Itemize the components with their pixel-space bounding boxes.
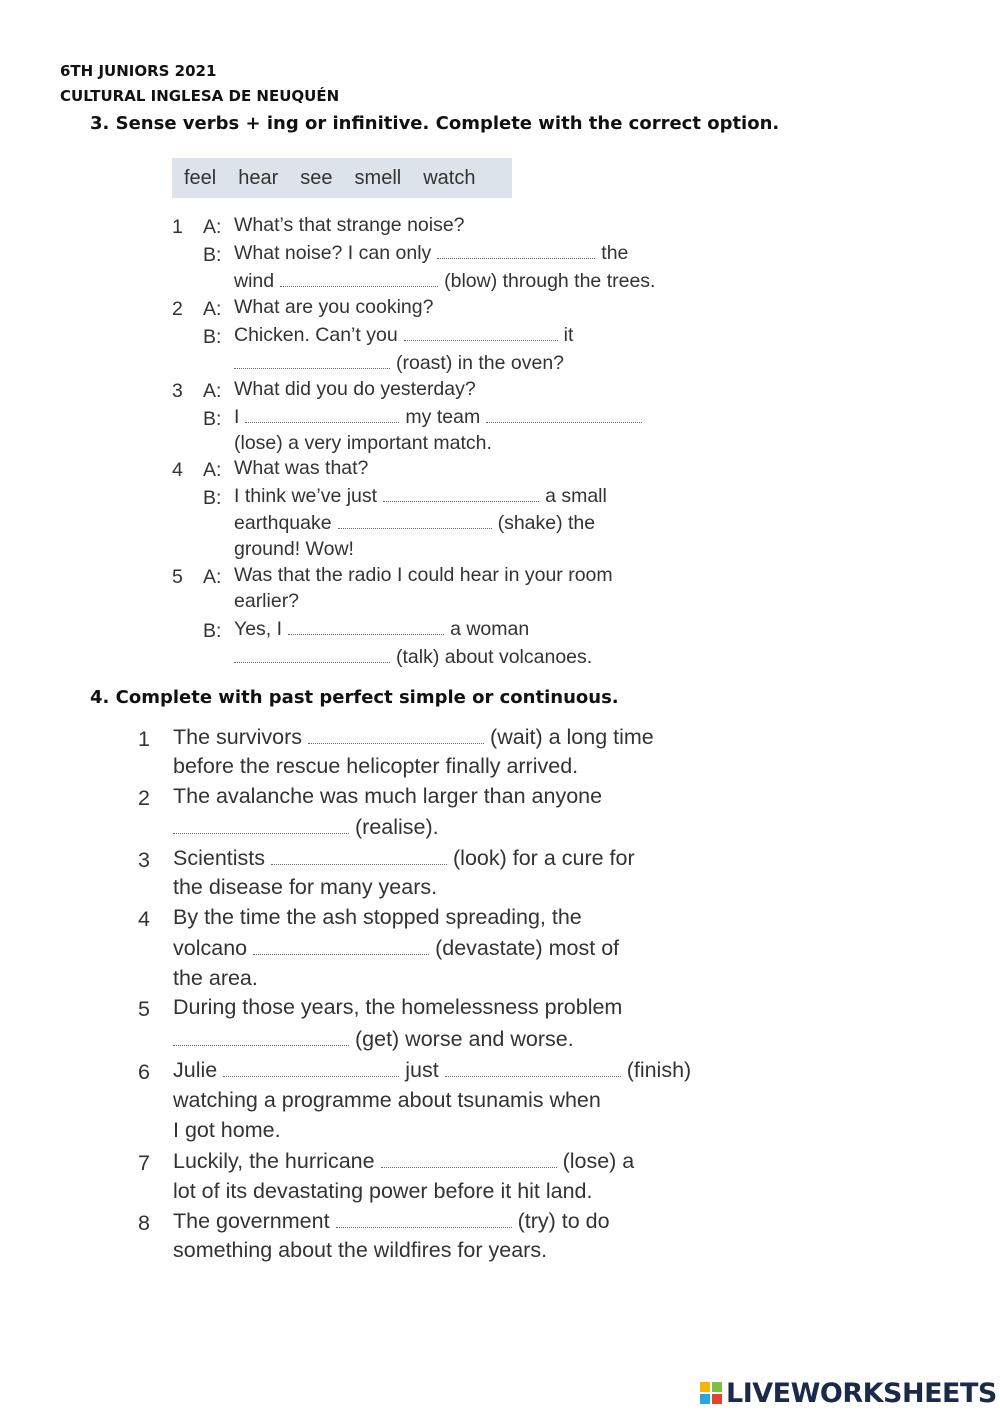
answer-blank[interactable] — [173, 1044, 349, 1046]
answer-blank[interactable] — [381, 1166, 557, 1168]
ex4-4-line3: the area. — [173, 966, 258, 990]
ex3-2-b-line1: Chicken. Can’t you it — [234, 324, 574, 346]
logo-mark-icon — [700, 1382, 722, 1404]
ex4-1-line1: The survivors (wait) a long time — [173, 725, 654, 749]
answer-blank[interactable] — [383, 500, 539, 502]
answer-blank[interactable] — [271, 863, 447, 865]
speaker-b: B: — [203, 620, 222, 642]
ex3-5-a-line2: earlier? — [234, 590, 300, 612]
ex3-3-b-line2: (lose) a very important match. — [234, 432, 492, 454]
ex3-5-a-line1: Was that the radio I could hear in your room — [234, 564, 613, 586]
answer-blank[interactable] — [437, 257, 595, 259]
liveworksheets-logo — [700, 1378, 997, 1408]
ex4-item-number: 5 — [138, 997, 150, 1021]
ex4-item-number: 7 — [138, 1151, 150, 1175]
answer-blank[interactable] — [308, 742, 484, 744]
ex3-4-b-line3: ground! Wow! — [234, 538, 354, 560]
logo-square — [712, 1394, 722, 1404]
ex4-item-number: 6 — [138, 1060, 150, 1084]
ex3-item-number: 2 — [172, 298, 183, 320]
ex3-1-a-line: What’s that strange noise? — [234, 214, 465, 236]
ex3-item-number: 3 — [172, 380, 183, 402]
ex3-5-b-line1: Yes, I a woman — [234, 618, 530, 640]
answer-blank[interactable] — [234, 661, 390, 663]
logo-square — [700, 1382, 710, 1392]
school-name: CULTURAL INGLESA DE NEUQUÉN — [60, 87, 340, 105]
exercise3-title: 3. Sense verbs + ing or infinitive. Complete with the correct option. — [90, 113, 780, 134]
answer-blank[interactable] — [280, 285, 438, 287]
ex3-2-b-line2: (roast) in the oven? — [228, 354, 564, 374]
ex3-item-number: 4 — [172, 459, 183, 481]
ex4-4-line1: By the time the ash stopped spreading, the — [173, 905, 582, 929]
ex4-5-line1: During those years, the homelessness problem — [173, 995, 623, 1019]
speaker-b: B: — [203, 408, 222, 430]
ex4-6-line3: I got home. — [173, 1118, 281, 1142]
word-hear: hear — [238, 166, 279, 189]
ex3-4-b-line1: I think we’ve just a small — [234, 485, 607, 507]
answer-blank[interactable] — [253, 953, 429, 955]
speaker-b: B: — [203, 244, 222, 266]
answer-blank[interactable] — [223, 1075, 399, 1077]
ex4-1-line2: before the rescue helicopter finally arrived. — [173, 754, 579, 778]
ex4-item-number: 2 — [138, 786, 150, 810]
word-watch: watch — [423, 166, 476, 189]
ex3-1-b-line1: What noise? I can only the — [234, 242, 629, 264]
speaker-a: A: — [203, 566, 222, 588]
ex4-item-number: 1 — [138, 727, 150, 751]
speaker-a: A: — [203, 216, 222, 238]
ex4-8-line1: The government (try) to do — [173, 1209, 610, 1233]
ex4-item-number: 4 — [138, 907, 150, 931]
answer-blank[interactable] — [445, 1075, 621, 1077]
word-box — [172, 158, 512, 198]
answer-blank[interactable] — [288, 633, 444, 635]
logo-text: LIVEWORKSHEETS — [726, 1377, 997, 1409]
word-see: see — [300, 166, 333, 189]
answer-blank[interactable] — [486, 421, 642, 423]
ex4-6-line1: Julie just (finish) — [173, 1058, 692, 1082]
ex4-2-line1: The avalanche was much larger than anyone — [173, 784, 603, 808]
speaker-a: A: — [203, 459, 222, 481]
ex3-3-b-line1: I my team — [234, 408, 648, 428]
ex3-4-a-line: What was that? — [234, 457, 369, 479]
answer-blank[interactable] — [173, 832, 349, 834]
speaker-a: A: — [203, 380, 222, 402]
ex4-2-line2: (realise). — [167, 817, 439, 839]
ex3-2-a-line: What are you cooking? — [234, 296, 434, 318]
ex3-3-a-line: What did you do yesterday? — [234, 378, 476, 400]
school-year: 6TH JUNIORS 2021 — [60, 62, 217, 80]
answer-blank[interactable] — [234, 367, 390, 369]
ex3-item-number: 1 — [172, 216, 183, 238]
speaker-b: B: — [203, 487, 222, 509]
ex3-1-b-line2: wind (blow) through the trees. — [234, 270, 656, 292]
ex4-6-line2: watching a programme about tsunamis when — [173, 1088, 601, 1112]
ex4-item-number: 8 — [138, 1211, 150, 1235]
ex3-4-b-line2: earthquake (shake) the — [234, 512, 596, 534]
ex4-3-line1: Scientists (look) for a cure for — [173, 846, 635, 870]
logo-square — [712, 1382, 722, 1392]
word-smell: smell — [354, 166, 402, 189]
ex4-8-line2: something about the wildfires for years. — [173, 1238, 548, 1262]
logo-square — [700, 1394, 710, 1404]
ex4-4-line2: volcano (devastate) most of — [173, 936, 620, 960]
speaker-b: B: — [203, 326, 222, 348]
answer-blank[interactable] — [245, 421, 399, 423]
answer-blank[interactable] — [336, 1226, 512, 1228]
ex4-3-line2: the disease for many years. — [173, 875, 438, 899]
answer-blank[interactable] — [404, 339, 558, 341]
word-feel: feel — [184, 166, 217, 189]
ex4-7-line1: Luckily, the hurricane (lose) a — [173, 1149, 635, 1173]
ex4-7-line2: lot of its devastating power before it hit land. — [173, 1179, 593, 1203]
ex4-item-number: 3 — [138, 848, 150, 872]
answer-blank[interactable] — [338, 527, 492, 529]
ex3-5-b-line2: (talk) about volcanoes. — [228, 648, 592, 668]
ex4-5-line2: (get) worse and worse. — [167, 1029, 574, 1051]
exercise4-title: 4. Complete with past perfect simple or continuous. — [90, 687, 619, 708]
ex3-item-number: 5 — [172, 566, 183, 588]
speaker-a: A: — [203, 298, 222, 320]
